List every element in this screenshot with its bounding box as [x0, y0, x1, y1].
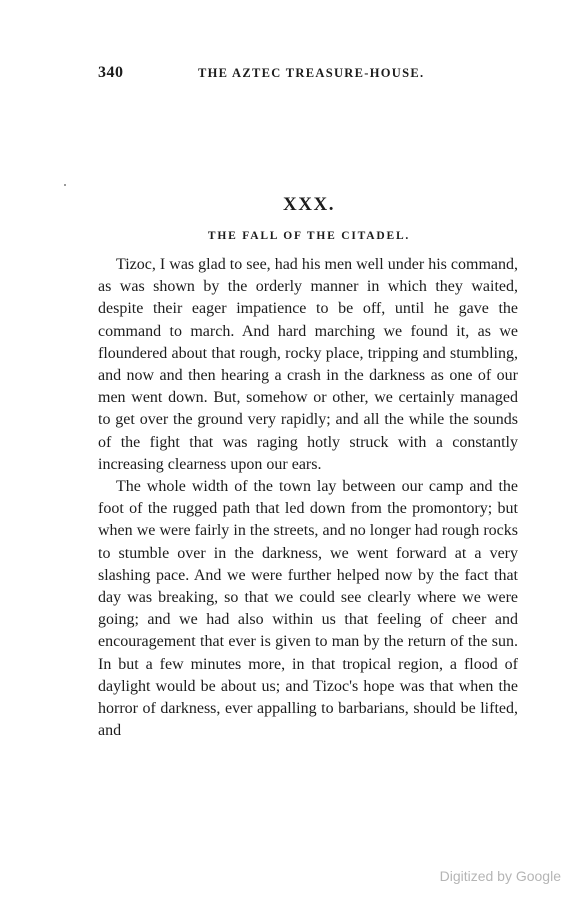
running-head [98, 64, 518, 84]
stray-ink-mark [64, 184, 66, 186]
digitized-watermark: Digitized by Google [439, 868, 561, 884]
running-title: THE AZTEC TREASURE-HOUSE. [198, 66, 425, 80]
chapter-number: XXX. [283, 194, 335, 215]
paragraph-1: Tizoc, I was glad to see, had his men well under his command, as was shown by the orderly manner in which they waited, despite their eager impatience to be off, until he gave the command to march. And hard marching we found it, as we floundered about that rough, rocky place, tripping and stumbling, and now and then hearing a crash in the darkness as one of our men went down. But, somehow or other, we certainly managed to get over the ground very rapidly; and all the while the sounds of the fight that was raging hotly struck with a constantly increasing clearness upon our ears. [98, 256, 518, 473]
body-text [98, 254, 518, 742]
chapter-title: THE FALL OF THE CITADEL. [207, 230, 411, 242]
page-number: 340 [98, 64, 124, 81]
paragraph-2: The whole width of the town lay between our camp and the foot of the rugged path that led down from the promontory; but when we were fairly in the streets, and no longer had rough rocks to stumble over in the darkness, we went forward at a very slashing pace. And we were further helped now by the fact that day was breaking, so that we could see clearly where we were going; and we had also within us that feeling of cheer and encouragement that ever is given to man by the return of the sun. In but a few minutes more, in that tropical region, a flood of daylight would be about us; and Tizoc's hope was that when the horror of darkness, ever appalling to barbarians, should be lifted, and [98, 478, 518, 740]
